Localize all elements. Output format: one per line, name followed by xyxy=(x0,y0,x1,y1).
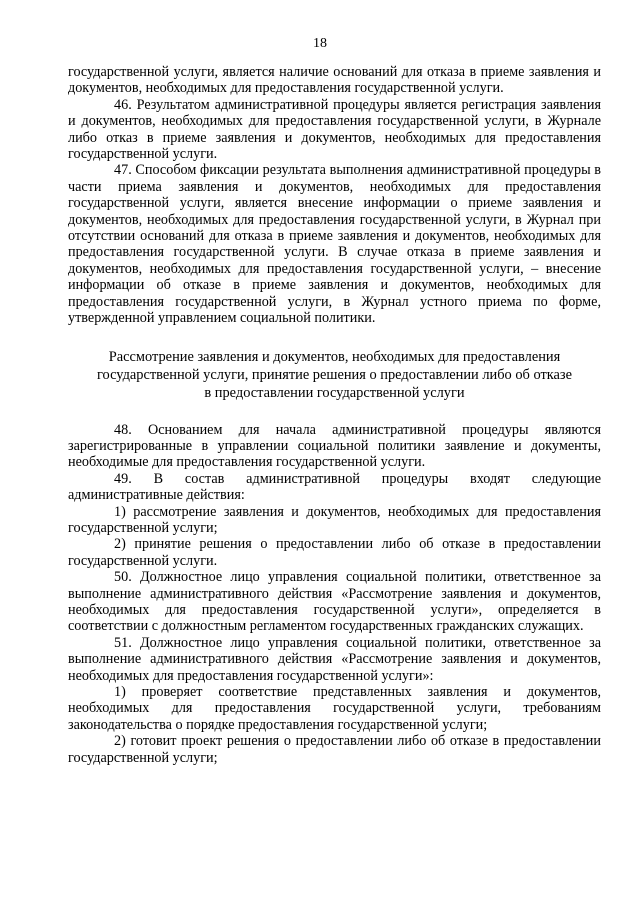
paragraph-51-item-1: 1) проверяет соответствие представленных заявления и документов, необходимых для предоставления государственной услуги, требованиям законодательства о порядке предоставления государственной услуги; xyxy=(68,684,601,733)
paragraph-46: 46. Результатом административной процедуры является регистрация заявления и документов, необходимых для предоставления государственной услуги, в Журнале либо отказ в приеме заявления и документов, необходимых для предоставления государственной услуги. xyxy=(68,96,601,163)
section-heading-line-1: Рассмотрение заявления и документов, необходимых для предоставления xyxy=(108,348,561,365)
page-number: 18 xyxy=(313,36,327,51)
paragraph-49: 49. В состав административной процедуры входят следующие административные действия: xyxy=(68,470,601,504)
paragraph-49-item-2: 2) принятие решения о предоставлении либо об отказе в предоставлении государственной услуги. xyxy=(68,536,601,569)
section-heading-line-2: государственной услуги, принятие решения о предоставлении либо об отказе xyxy=(97,366,572,383)
paragraph-51-item-2: 2) готовит проект решения о предоставлении либо об отказе в предоставлении государственной услуги; xyxy=(68,733,601,766)
paragraph-continuation: государственной услуги, является наличие оснований для отказа в приеме заявления и документов, необходимых для предоставления государственной услуги. xyxy=(68,64,601,97)
section-heading-line-3: в предоставлении государственной услуги xyxy=(204,384,465,401)
section-heading xyxy=(68,348,601,402)
document-body xyxy=(68,64,601,766)
paragraph-47: 47. Способом фиксации результата выполнения административной процедуры в части приема заявления и документов, необходимых для предоставления государственной услуги, является внесение информации о приеме заявления и документов, необходимых для предоставления государственной услуги, в Журнал при отсутствии оснований для отказа в приеме заявления и документов, необходимых для предоставления государственной услуги. В случае отказа в приеме заявления и документов, необходимых для предоставления государственной услуги, – внесение информации об отказе в приеме заявления и документов, необходимых для предоставления государственной услуги, в Журнал устного приема по форме, утвержденной управлением социальной политики. xyxy=(68,162,601,327)
paragraph-50: 50. Должностное лицо управления социальной политики, ответственное за выполнение административного действия «Рассмотрение заявления и документов, необходимых для предоставления государственной услуги», определяется в соответствии с должностным регламентом государственных гражданских служащих. xyxy=(68,569,601,635)
paragraph-49-item-1: 1) рассмотрение заявления и документов, необходимых для предоставления государственной услуги; xyxy=(68,503,601,536)
paragraph-51: 51. Должностное лицо управления социальной политики, ответственное за выполнение административного действия «Рассмотрение заявления и документов, необходимых для предоставления государственной услуги»: xyxy=(68,634,601,684)
paragraph-48: 48. Основанием для начала административной процедуры являются зарегистрированные в управлении социальной политики заявление и документы, необходимые для предоставления государственной услуги. xyxy=(68,421,601,471)
